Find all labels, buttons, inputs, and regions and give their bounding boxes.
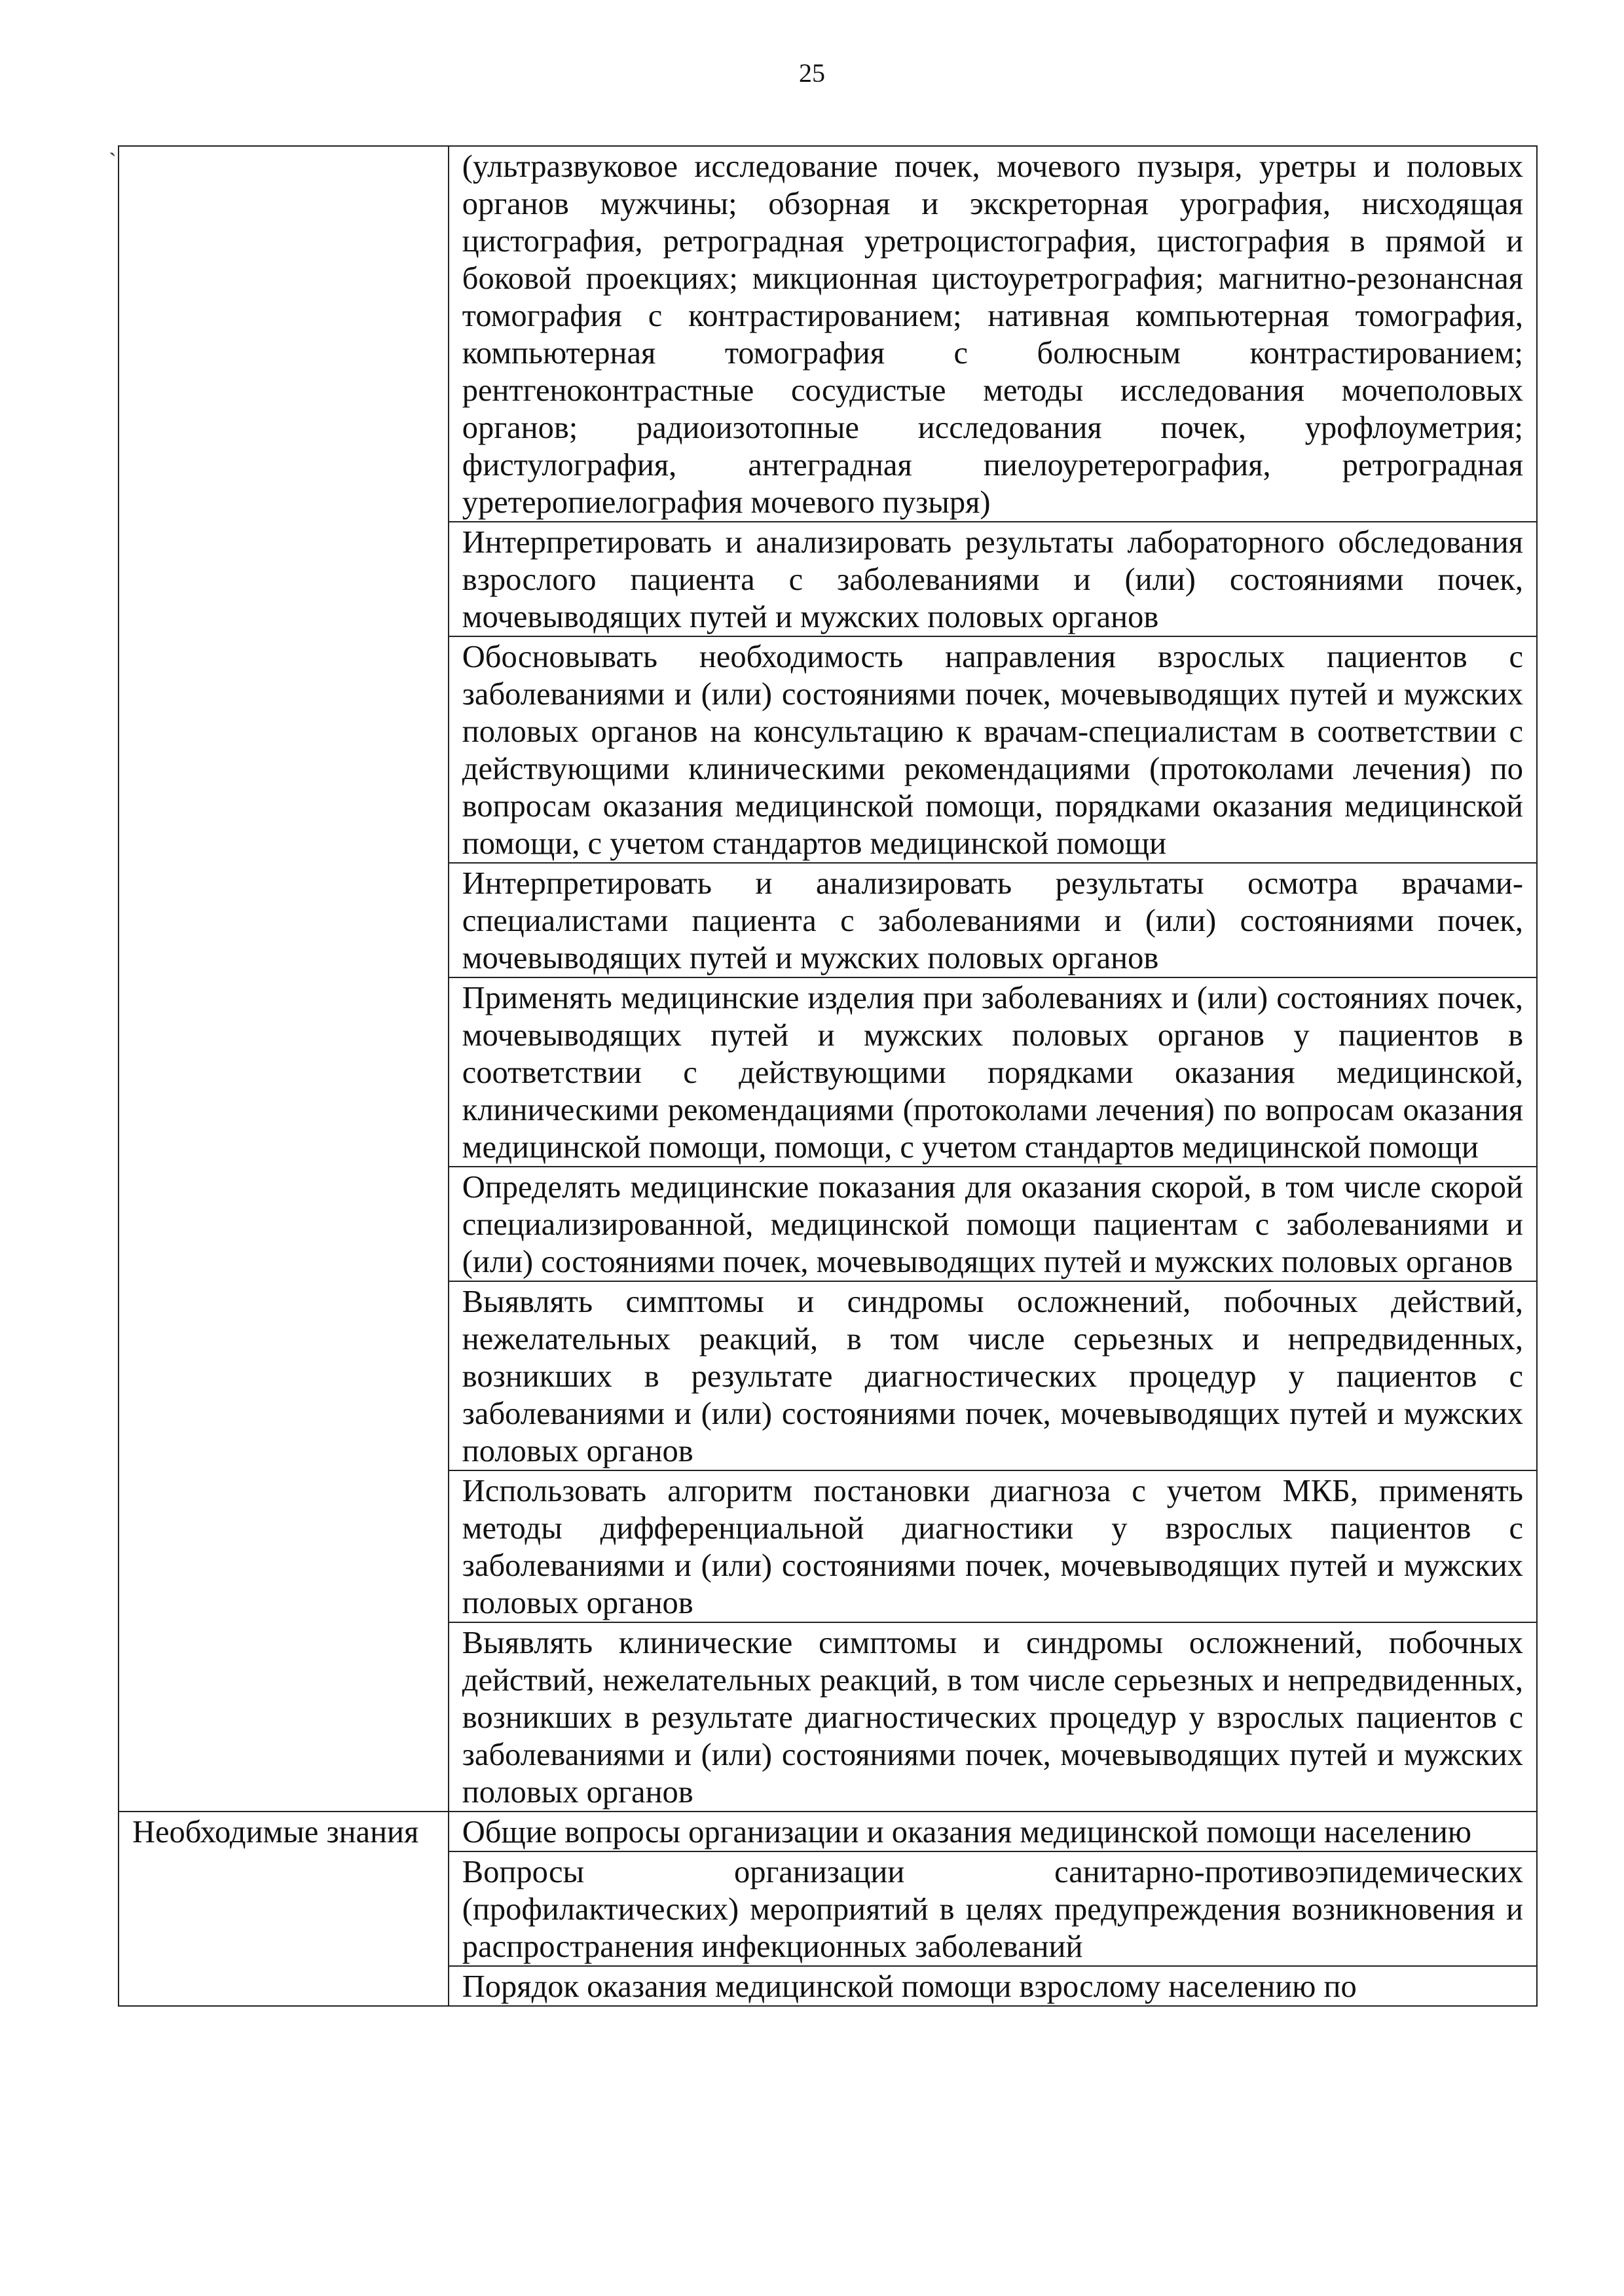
table-cell xyxy=(449,1812,1537,1851)
table-cell xyxy=(449,1851,1537,1966)
table-row xyxy=(119,146,1537,522)
cell-text: Порядок оказания медицинской помощи взрослому населению по xyxy=(462,1969,1357,2004)
cell-text: Выявлять клинические симптомы и синдромы осложнений, побочных действий, нежелательных реакций, в том числе серьезных и непредвиденных, возникших в результате диагностических процедур у взрослых пациентов с заболеваниями и (или) состояниями почек, мочевыводящих путей и мужских половых органов xyxy=(462,1626,1523,1810)
section-label-cell xyxy=(119,146,449,1812)
table-cell xyxy=(449,1281,1537,1470)
cell-text: (ультразвуковое исследование почек, мочевого пузыря, уретры и половых органов мужчины; обзорная и экскреторная урография, нисходящая цистография, ретроградная уретроцистография, цистография в прямой и боковой проекциях; микционная цистоуретрография; магнитно-резонансная томография с контрастированием; нативная компьютерная томография, компьютерная томография с болюсным контрастированием; рентгеноконтрастные сосудистые методы исследования мочеполовых органов; радиоизотопные исследования почек, урофлоуметрия; фистулография, антеградная пиелоуретерография, ретроградная уретеропиелография мочевого пузыря) xyxy=(462,149,1523,520)
table-cell xyxy=(449,1167,1537,1281)
table-cell xyxy=(449,1966,1537,2006)
cell-text: Использовать алгоритм постановки диагноза с учетом МКБ, применять методы дифференциальной диагностики у взрослых пациентов с заболеваниями и (или) состояниями почек, мочевыводящих путей и мужских половых органов xyxy=(462,1474,1523,1620)
requirements-table xyxy=(118,145,1538,2007)
cell-text: Общие вопросы организации и оказания медицинской помощи населению xyxy=(462,1815,1472,1850)
cell-text: Интерпретировать и анализировать результаты лабораторного обследования взрослого пациента с заболеваниями и (или) состояниями почек, мочевыводящих путей и мужских половых органов xyxy=(462,525,1523,634)
cell-text: Интерпретировать и анализировать результаты осмотра врачами-специалистами пациента с заболеваниями и (или) состояниями почек, мочевыводящих путей и мужских половых органов xyxy=(462,866,1523,975)
page-number: 25 xyxy=(799,58,825,88)
section-label-cell xyxy=(119,1812,449,2006)
table-cell xyxy=(449,977,1537,1167)
cell-text: Выявлять симптомы и синдромы осложнений, побочных действий, нежелательных реакций, в том числе серьезных и непредвиденных, возникших в результате диагностических процедур у пациентов с заболеваниями и (или) состояниями почек, мочевыводящих путей и мужских половых органов xyxy=(462,1285,1523,1468)
table-cell xyxy=(449,636,1537,863)
section-label-knowledge: Необходимые знания xyxy=(132,1815,419,1850)
table-row xyxy=(119,1812,1537,1851)
cell-text: Обосновывать необходимость направления взрослых пациентов с заболеваниями и (или) состояниями почек, мочевыводящих путей и мужских половых органов на консультацию к врачам-специалистам в соответствии с действующими клиническими рекомендациями (протоколами лечения) по вопросам оказания медицинской помощи, порядками оказания медицинской помощи, с учетом стандартов медицинской помощи xyxy=(462,640,1523,861)
table-cell xyxy=(449,1470,1537,1622)
cell-text: Применять медицинские изделия при заболеваниях и (или) состояниях почек, мочевыводящих путей и мужских половых органов у пациентов в соответствии с действующими порядками оказания медицинской, клиническими рекомендациями (протоколами лечения) по вопросам оказания медицинской помощи, помощи, с учетом стандартов медицинской помощи xyxy=(462,981,1523,1165)
cell-text: Вопросы организации санитарно-противоэпидемических (профилактических) мероприятий в целях предупреждения возникновения и распространения инфекционных заболеваний xyxy=(462,1855,1523,1964)
table-cell xyxy=(449,522,1537,636)
table-cell xyxy=(449,863,1537,977)
margin-mark: ` xyxy=(109,148,117,174)
table-cell xyxy=(449,1622,1537,1812)
cell-text: Определять медицинские показания для оказания скорой, в том числе скорой специализированной, медицинской помощи пациентам с заболеваниями и (или) состояниями почек, мочевыводящих путей и мужских половых органов xyxy=(462,1170,1523,1279)
table-cell xyxy=(449,146,1537,522)
